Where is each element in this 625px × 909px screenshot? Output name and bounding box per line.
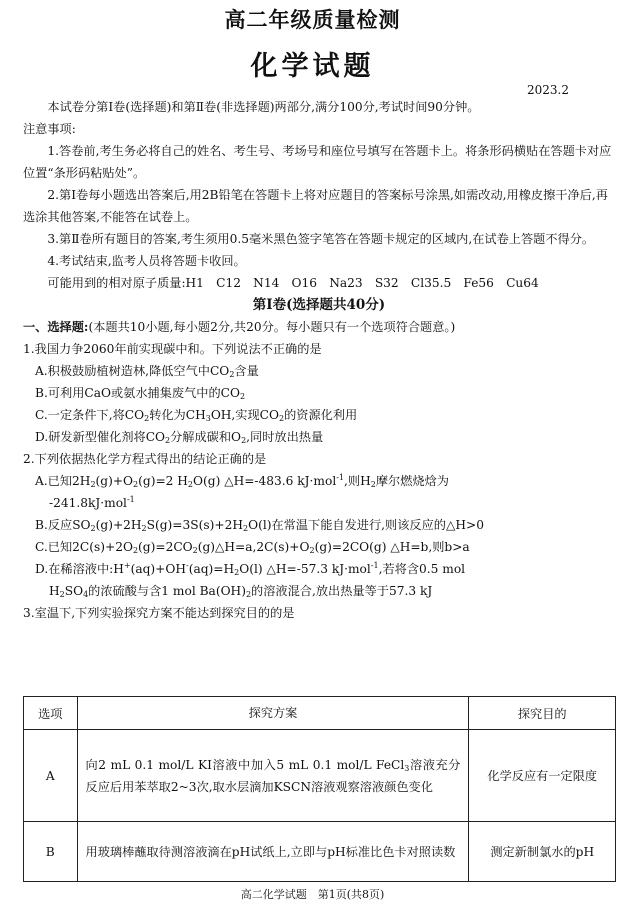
table-row [24,822,616,882]
q2-option-d: D.在稀溶液中$:H^+(aq)+OH^-(aq)=H_2O(l)$ △H=-57.3 kJ·mol$^{-1}$,若将含0.5 mol [35,561,466,577]
intro-text: 本试卷分第Ⅰ卷(选择题)和第Ⅱ卷(非选择题)两部分,满分100分,考试时间90分钟。 [47,100,480,114]
exam-date: 2023.2 [527,83,569,97]
notice-label: 注意事项: [23,122,76,136]
table-cell-option: A [24,730,78,822]
q1-option-a: A.积极鼓励植树造林,降低空气中$CO_2$含量 [35,364,259,379]
notice-item: 1.答卷前,考生务必将自己的姓名、考生号、考场号和座位号填写在答题卡上。将条形码横贴在答题卡对应位置“条形码粘贴处”。 [23,144,612,180]
q2-option-a-cont: -241.8kJ·mol$^{-1}$ [49,495,135,510]
q2-option-b: B.反应$SO_2(g)+2H_2S(g)=3S(s)+2H_2O(l)$在常温下能自发进行,则该反应的△H>0 [35,518,484,533]
table-cell-option: B [24,822,78,882]
table-cell-plan: 用玻璃棒蘸取待测溶液滴在pH试纸上,立即与pH标准比色卡对照读数 [77,822,469,882]
q2-option-a: A.已知$2H_2(g)+O_2(g)=2$ $H_2O(g)$ △H=-483.6 kJ·mol$^{-1}$,则$H_2$摩尔燃烧焓为 [35,473,449,489]
table-row [24,730,616,822]
notice-item: 3.第Ⅱ卷所有题目的答案,考生须用0.5毫米黑色签字笔答在答题卡规定的区域内,在试卷上答题不得分。 [47,232,595,246]
table-header: 探究目的 [469,697,616,730]
part-description: (本题共10小题,每小题2分,共20分。每小题只有一个选项符合题意。) [88,320,456,334]
table-cell-goal: 化学反应有一定限度 [469,730,616,822]
page-footer: 高二化学试题 第1页(共8页) [240,888,385,901]
table-cell-plan: 向2 mL 0.1 mol/L KI溶液中加入5 mL 0.1 mol/L FeCl$_3$溶液充分反应后用苯萃取2~3次,取水层滴加KSCN溶液观察溶液颜色变化 [77,730,469,822]
table-header-row [24,697,616,730]
exam-subject-title: 化学试题 [250,51,375,82]
table-header: 探究方案 [77,697,469,730]
part-label: 一、选择题: [23,320,89,334]
table-header: 选项 [24,697,78,730]
q1-option-b: B.可利用CaO或氨水捕集废气中的$CO_2$ [35,386,246,401]
exam-body [23,96,615,624]
notice-item: 2.第Ⅰ卷每小题选出答案后,用2B铅笔在答题卡上将对应题目的答案标号涂黑,如需改动,用橡皮擦干净后,再选涂其他答案,不能答在试卷上。 [23,188,608,224]
table-cell-goal: 测定新制氯水的pH [469,822,616,882]
q2-option-c: C.已知$2C(s)+2O_2(g)=2CO_2(g)\triangle H=a,2C(s)+O_2(g)=2CO(g)$ △H=b,则b>a [35,540,470,555]
notice-item: 4.考试结束,监考人员将答题卡收回。 [47,254,246,268]
question-1-stem: 1.我国力争2060年前实现碳中和。下列说法不正确的是 [23,342,322,356]
part-heading [23,316,615,338]
question-3-stem: 3.室温下,下列实验探究方案不能达到探究目的的是 [23,606,295,620]
atomic-masses: 可能用到的相对原子质量:H1 C12 N14 O16 Na23 S32 Cl35.5 Fe56 Cu64 [47,276,539,290]
q2-option-d-cont: $H_2SO_4$的浓硫酸与含1 mol $Ba(OH)_2$的溶液混合,放出热量等于57.3 kJ [49,584,433,599]
q1-option-d: D.研发新型催化剂将$CO_2$分解成碳和$O_2$,同时放出热量 [35,430,324,445]
experiment-table [23,696,616,882]
question-2-stem: 2.下列依据热化学方程式得出的结论正确的是 [23,452,267,466]
exam-header-title: 高二年级质量检测 [224,7,401,32]
section-title: 第Ⅰ卷(选择题共40分) [252,297,386,313]
q1-option-c: C.一定条件下,将$CO_2$转化为$CH_3OH$,实现$CO_2$的资源化利用 [35,408,358,423]
